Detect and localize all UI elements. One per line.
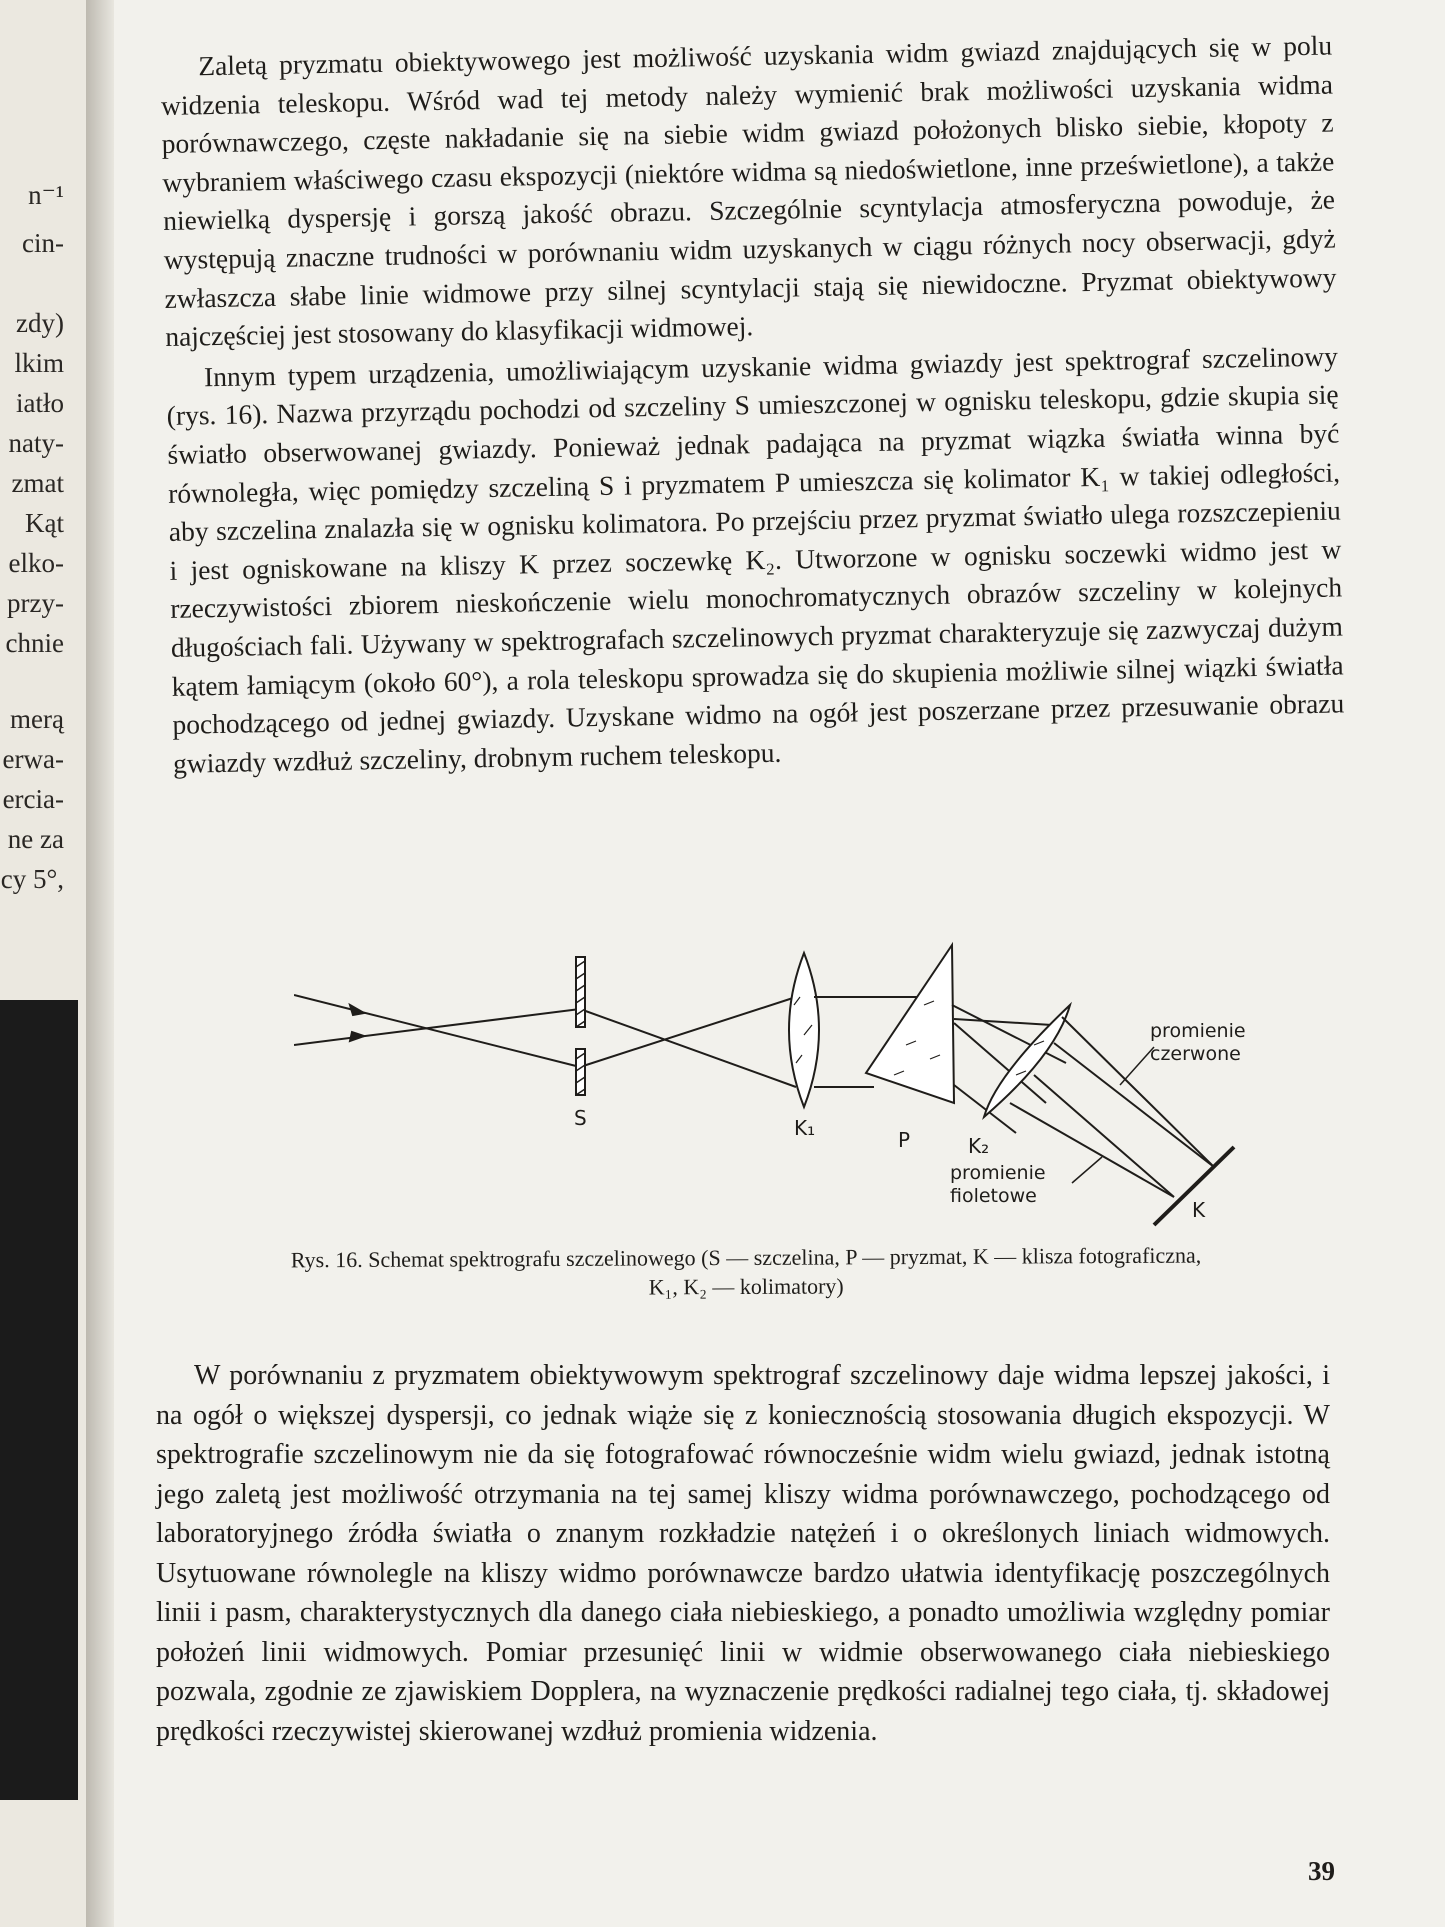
ray-arrow-upper xyxy=(350,1005,364,1015)
book-gutter xyxy=(86,0,114,1927)
ray-arrow-lower xyxy=(350,1032,364,1041)
dark-photo-strip xyxy=(0,1000,78,1800)
label-prism-p: P xyxy=(898,1128,911,1152)
label-violet-rays-line1: promienie xyxy=(950,1162,1046,1184)
leader-violet xyxy=(1072,1157,1102,1183)
ray-to-collimator-lower xyxy=(580,1009,796,1087)
dispersed-ray-4 xyxy=(954,1019,1052,1025)
paragraph-objective-prism: Zaletą pryzmatu obiektywowego jest możliwość uzyskania widm gwiazd znajdujących się w polu widzenia teleskopu. Wśród wad tej metody należy wymienić brak możliwości uzyskania widma porównawczego, częste nakładanie się na siebie widm gwiazd położonych blisko siebie, kłopoty z wybraniem właściwego czasu ekspozycji (niektóre widma są niedoświetlone, inne prześwietlone), a także niewielką dyspersję i gorszą jakość obrazu. Szczególnie scyntylacja atmosferyczna powoduje, że występują znaczne trudności w porównaniu widm uzyskanych w ciągu różnych nocy obserwacji, gdyż zwłaszcza słabe linie widmowe przy silnej scyntylacji stają się niewidoczne. Pryzmat obiektywowy najczęściej jest stosowany do klasyfikacji widmowej. xyxy=(160,29,1337,353)
previous-page-line-fragment: chnie xyxy=(5,628,64,658)
caption-line-2: K₁, K₂ — kolimatory) xyxy=(648,1273,844,1300)
top-text-block xyxy=(160,27,1345,784)
previous-page-line-fragment: merą xyxy=(10,704,64,734)
label-slit-s: S xyxy=(574,1106,587,1130)
previous-page-line-fragment: ne za xyxy=(7,824,64,854)
leader-red xyxy=(1120,1047,1154,1085)
ray-to-collimator-upper xyxy=(580,997,796,1067)
previous-page-line-fragment: cin- xyxy=(22,228,64,258)
previous-page-line-fragment: Kąt xyxy=(25,508,64,538)
previous-page-line-fragment: lkim xyxy=(14,348,64,378)
paragraph-comparison: W porównaniu z pryzmatem obiektywowym spektrograf szczelinowy daje widma lepszej jakości, i na ogół o większej dyspersji, co jednak wiąże się z koniecznością stosowania długich ekspozycji. W spektrografie szczelinowym nie da się fotografować równocześnie widm wielu gwiazd, jednak istotną jego zaletą jest możliwość otrzymania na tej samej kliszy widma porównawczego, pochodzącego od laboratoryjnego źródła światła o znanym rozkładzie natężeń i o określonych liniach widmowych. Usytuowane równolegle na kliszy widmo porównawcze bardzo ułatwia identyfikację poszczególnych linii i pasm, charakterystycznych dla danego ciała niebieskiego, a ponadto umożliwia względny pomiar położeń linii widmowych. Pomiar przesunięć linii w widmie obserwowanego ciała niebieskiego pozwala, zgodnie ze zjawiskiem Dopplera, na wyznaczenie prędkości radialnej tego ciała, tj. składowej prędkości rzeczywistej skierowanej wzdłuż promienia widzenia. xyxy=(156,1360,1330,1747)
slit-s xyxy=(576,957,585,1095)
page-number: 39 xyxy=(1308,1856,1335,1886)
prism-p xyxy=(866,945,954,1103)
label-violet-rays-line2: fioletowe xyxy=(950,1185,1037,1207)
previous-page-line-fragment: naty- xyxy=(8,428,64,458)
previous-page-edge xyxy=(0,0,87,1927)
previous-page-line-fragment: zdy) xyxy=(16,308,64,338)
label-collimator-k1: K₁ xyxy=(794,1116,816,1140)
collimator-lens-k1 xyxy=(789,953,819,1107)
previous-page-line-fragment: n⁻¹ xyxy=(28,180,64,210)
label-lens-k2: K₂ xyxy=(968,1134,990,1158)
book-page xyxy=(114,0,1445,1927)
previous-page-line-fragment: przy- xyxy=(7,588,64,618)
label-red-rays-line1: promienie xyxy=(1150,1020,1246,1042)
incoming-ray-lower xyxy=(294,1009,580,1045)
previous-page-line-fragment: ercia- xyxy=(2,784,64,814)
incoming-ray-upper xyxy=(294,995,580,1067)
spectrograph-diagram xyxy=(294,935,1254,1235)
previous-page-line-fragment: iatło xyxy=(16,388,64,418)
violet-ray-a xyxy=(1034,1075,1174,1197)
bottom-text-block xyxy=(156,1356,1330,1751)
caption-line-1: Rys. 16. Schemat spektrografu szczelinowego (S — szczelina, P — pryzmat, K — klisza fotograficzna, xyxy=(290,1242,1202,1273)
previous-page-line-fragment: cy 5°, xyxy=(0,864,64,894)
paragraph-slit-spectrograph: Innym typem urządzenia, umożliwiającym uzyskanie widma gwiazdy jest spektrograf szczelinowy (rys. 16). Nazwa przyrządu pochodzi od szczeliny S umieszczonej w ognisku teleskopu, gdzie skupia się światło obserwowanej gwiazdy. Ponieważ jednak padająca na pryzmat wiązka światła winna być równoległa, więc pomiędzy szczeliną S i pryzmatem P umieszcza się kolimator K₁ w takiej odległości, aby szczelina znalazła się w ognisku kolimatora. Po przejściu przez pryzmat światło ulega rozszczepieniu i jest ogniskowane na kliszy K przez soczewkę K₂. Utworzone w ognisku soczewki widmo jest w rzeczywistości zbiorem nieskończenie wielu monochromatycznych obrazów szczeliny w kolejnych długościach fali. Używany w spektrografach szczelinowych pryzmat charakteryzuje się zazwyczaj dużym kątem łamiącym (około 60°), a rola teleskopu sprowadza się do skupienia możliwie silnej wiązki światła pochodzącego od jednej gwiazdy. Uzyskane widmo na ogół jest poszerzane przez przesuwanie obrazu gwiazdy wzdłuż szczeliny, drobnym ruchem teleskopu. xyxy=(166,340,1345,779)
label-red-rays-line2: czerwone xyxy=(1150,1043,1241,1065)
previous-page-line-fragment: elko- xyxy=(8,548,64,578)
figure-spectrograph-schematic xyxy=(294,935,1254,1235)
label-plate-k: K xyxy=(1192,1198,1206,1222)
previous-page-line-fragment: erwa- xyxy=(2,744,64,774)
figure-caption xyxy=(160,1240,1332,1304)
previous-page-line-fragment: zmat xyxy=(11,468,64,498)
